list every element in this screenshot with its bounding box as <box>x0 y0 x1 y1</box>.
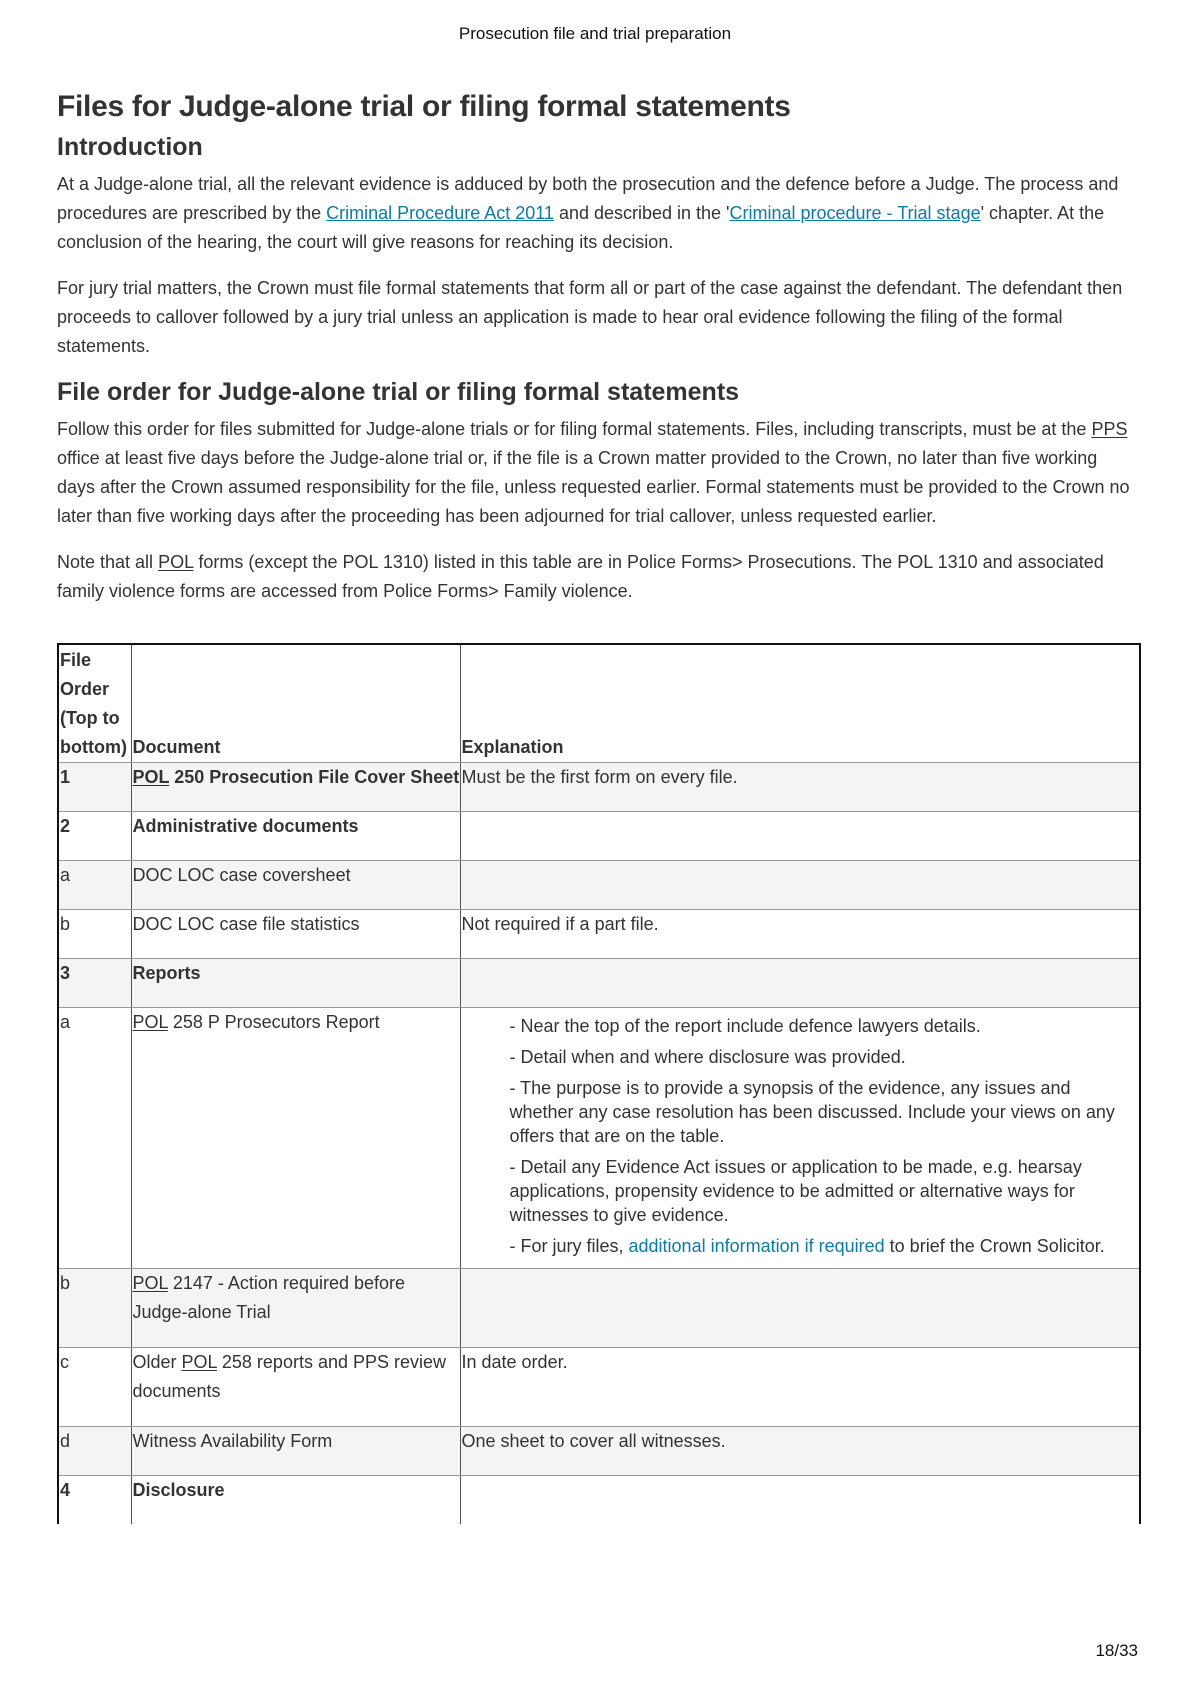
table-row <box>58 1426 1140 1475</box>
row-order: b <box>58 909 131 958</box>
row-document: POL 2147 - Action required before Judge-alone Trial <box>131 1268 460 1347</box>
row-document: Reports <box>131 958 460 1007</box>
table-row <box>58 762 1140 811</box>
table-row <box>58 909 1140 958</box>
pol-abbreviation[interactable]: POL <box>158 552 194 572</box>
row-order: 1 <box>58 762 131 811</box>
file-order-paragraph-1: Follow this order for files submitted for Judge-alone trials or for filing formal statements. Files, including transcripts, must be at the PPS office at least five days before the Judge-alone trial or, if the file is a Crown matter provided to the Crown, no later than five working days after the Crown assumed responsibility for the file, unless requested earlier. Formal statements must be provided to the Crown no later than five working days after the proceeding has been adjourned for trial callover, unless requested earlier. <box>57 419 1130 526</box>
row-explanation: One sheet to cover all witnesses. <box>460 1426 1140 1475</box>
table-row <box>58 958 1140 1007</box>
file-order-table <box>57 643 1141 1524</box>
main-content <box>57 86 1139 606</box>
row-explanation <box>460 860 1140 909</box>
intro-paragraph-2: For jury trial matters, the Crown must file formal statements that form all or part of the case against the defendant. The defendant then proceeds to callover followed by a jury trial unless an application is made to hear oral evidence following the filing of the formal statements. <box>57 278 1123 356</box>
row-explanation <box>460 811 1140 860</box>
file-order-paragraph-2: Note that all POL forms (except the POL 1310) listed in this table are in Police Forms> Prosecutions. The POL 1310 and associated family violence forms are accessed from Police Forms> Family violence. <box>57 552 1104 601</box>
pol-abbreviation[interactable]: POL <box>132 1272 168 1293</box>
row-document: Witness Availability Form <box>131 1426 460 1475</box>
pol-abbreviation[interactable]: POL <box>132 1011 168 1032</box>
pol-abbreviation[interactable]: POL <box>181 1351 217 1372</box>
explanation-list <box>462 1008 1140 1268</box>
criminal-procedure-act-link[interactable]: Criminal Procedure Act 2011 <box>326 203 554 223</box>
trial-stage-chapter-link[interactable]: Criminal procedure - Trial stage <box>729 203 981 223</box>
row-explanation <box>460 1007 1140 1268</box>
row-document: DOC LOC case file statistics <box>131 909 460 958</box>
additional-information-link[interactable]: additional information if required <box>628 1235 885 1256</box>
file-order-heading: File order for Judge-alone trial or filing formal statements <box>57 378 740 406</box>
list-item: - Detail any Evidence Act issues or application to be made, e.g. hearsay applications, propensity evidence to be admitted or alternative ways for witnesses to give evidence. <box>509 1156 1082 1225</box>
list-item: - Detail when and where disclosure was provided. <box>509 1046 906 1067</box>
row-order: a <box>58 860 131 909</box>
table-header-row <box>58 644 1140 762</box>
row-order: 3 <box>58 958 131 1007</box>
row-order: d <box>58 1426 131 1475</box>
row-document: POL 250 Prosecution File Cover Sheet <box>131 762 460 811</box>
row-explanation: Must be the first form on every file. <box>460 762 1140 811</box>
table-row <box>58 1347 1140 1426</box>
pol-abbreviation[interactable]: POL <box>132 766 170 787</box>
row-document: Older POL 258 reports and PPS review documents <box>131 1347 460 1426</box>
list-item: - Near the top of the report include defence lawyers details. <box>509 1015 981 1036</box>
running-header: Prosecution file and trial preparation <box>458 24 732 43</box>
page-number: 18/33 <box>1095 1641 1138 1660</box>
row-explanation: Not required if a part file. <box>460 909 1140 958</box>
row-order: b <box>58 1268 131 1347</box>
table-row <box>58 1475 1140 1524</box>
row-explanation: In date order. <box>460 1347 1140 1426</box>
column-header-explanation: Explanation <box>460 644 1140 762</box>
row-explanation <box>460 958 1140 1007</box>
table-row <box>58 860 1140 909</box>
column-header-file-order: File Order (Top to bottom) <box>58 644 131 762</box>
row-order: 2 <box>58 811 131 860</box>
intro-paragraph-1: At a Judge-alone trial, all the relevant evidence is adduced by both the prosecution and the defence before a Judge. The process and procedures are prescribed by the Criminal Procedure Act 2011 and described in the 'Criminal procedure - Trial stage' chapter. At the conclusion of the hearing, the court will give reasons for reaching its decision. <box>57 174 1119 252</box>
row-document: POL 258 P Prosecutors Report <box>131 1007 460 1268</box>
row-order: c <box>58 1347 131 1426</box>
table-row <box>58 811 1140 860</box>
row-explanation <box>460 1268 1140 1347</box>
row-order: 4 <box>58 1475 131 1524</box>
introduction-heading: Introduction <box>57 133 203 161</box>
page-title: Files for Judge-alone trial or filing formal statements <box>57 90 791 123</box>
list-item: - The purpose is to provide a synopsis of the evidence, any issues and whether any case resolution has been discussed. Include your views on any offers that are on the table. <box>509 1077 1115 1146</box>
list-item: - For jury files, additional information if required to brief the Crown Solicitor. <box>509 1235 1105 1256</box>
table-row <box>58 1007 1140 1268</box>
row-document: Administrative documents <box>131 811 460 860</box>
row-order: a <box>58 1007 131 1268</box>
column-header-document: Document <box>131 644 460 762</box>
row-explanation <box>460 1475 1140 1524</box>
row-document: Disclosure <box>131 1475 460 1524</box>
row-document: DOC LOC case coversheet <box>131 860 460 909</box>
pps-abbreviation[interactable]: PPS <box>1091 419 1128 439</box>
table-row <box>58 1268 1140 1347</box>
